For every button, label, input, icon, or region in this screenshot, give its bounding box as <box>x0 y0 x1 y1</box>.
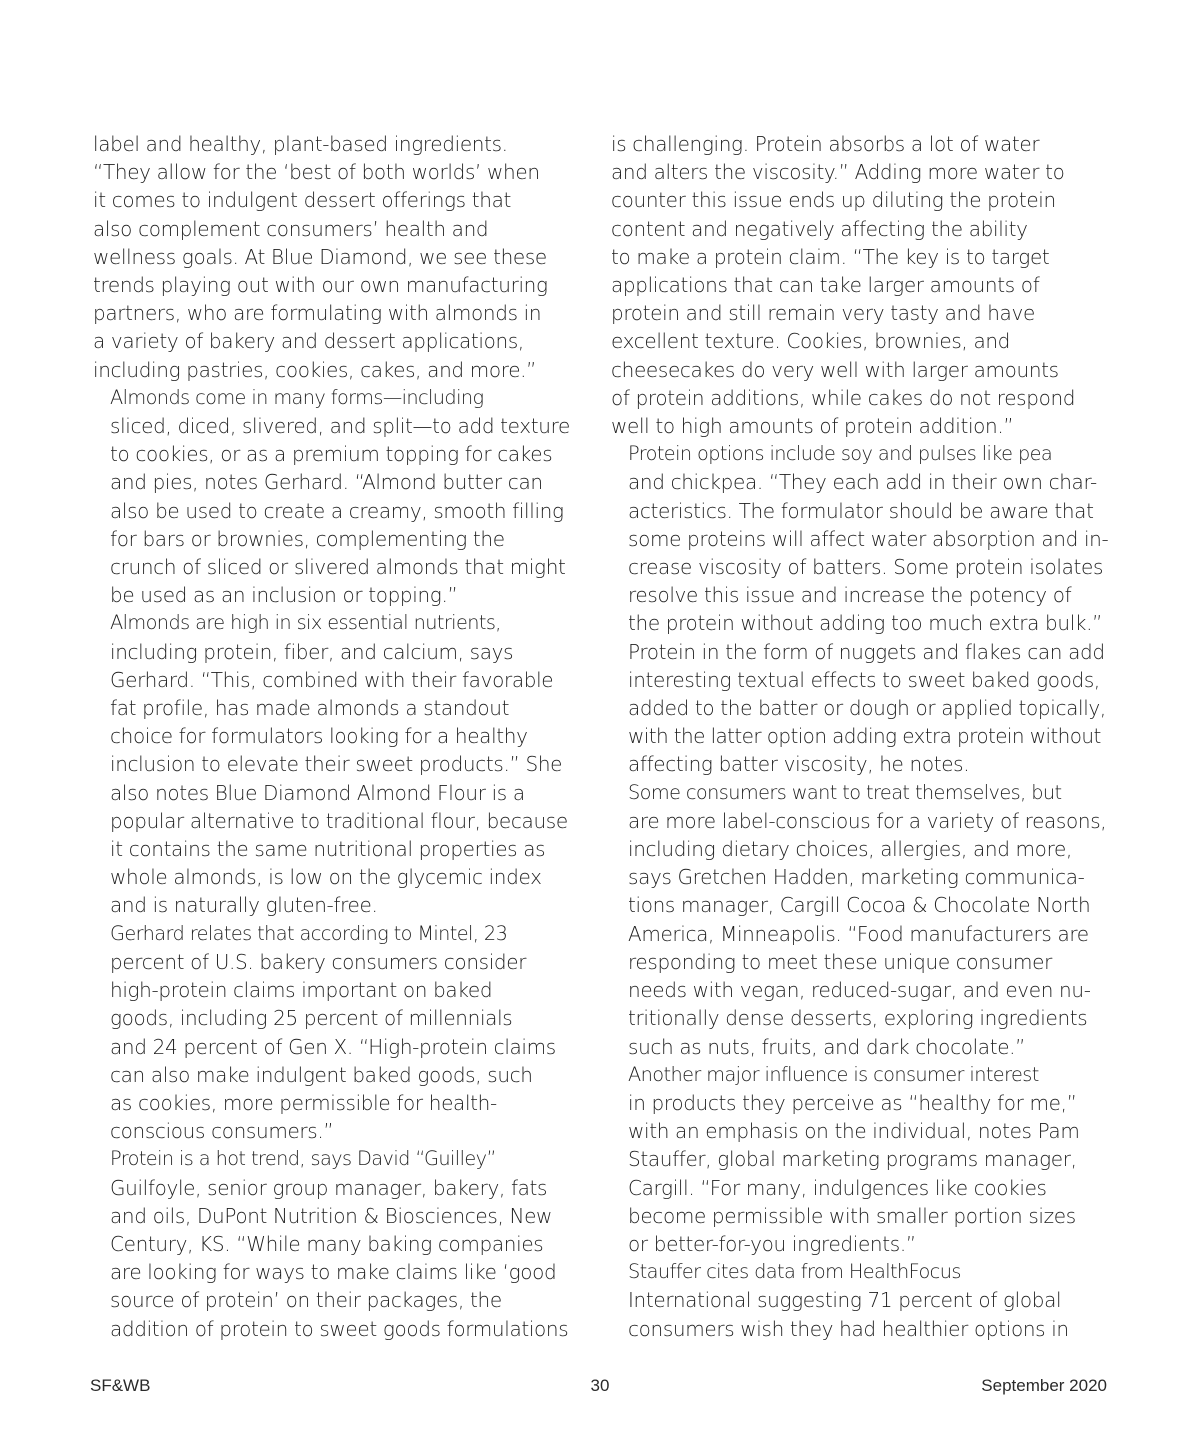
text-line: excellent texture. Cookies, brownies, and <box>611 329 1011 354</box>
text-line: become permissible with smaller portion sizes <box>628 1203 1076 1228</box>
text-line: it comes to indulgent dessert offerings that <box>93 188 511 213</box>
text-line: consumers wish they had healthier options in <box>628 1316 1069 1341</box>
text-line: it contains the same nutritional properties as <box>110 837 546 862</box>
text-line: Almonds are high in six essential nutrients, <box>110 611 501 635</box>
text-line: Cargill. “For many, indulgences like cookies <box>628 1175 1047 1200</box>
text-line: America, Minneapolis. “Food manufacturers are <box>628 921 1089 946</box>
text-line: are more label-conscious for a variety of reasons, <box>628 808 1107 833</box>
text-line: with the latter option adding extra protein without <box>628 724 1101 749</box>
text-line: International suggesting 71 percent of global <box>628 1288 1062 1313</box>
text-line: Guilfoyle, senior group manager, bakery, fats <box>110 1175 548 1200</box>
text-line: and pies, notes Gerhard. “Almond butter can <box>110 470 543 495</box>
text-line: “They allow for the ‘best of both worlds’ when <box>93 160 540 185</box>
text-line: content and negatively affecting the ability <box>611 216 1028 241</box>
text-line: with an emphasis on the individual, notes Pam <box>628 1119 1080 1144</box>
text-line: popular alternative to traditional flour, because <box>110 808 568 833</box>
text-line: conscious consumers.” <box>110 1119 334 1144</box>
text-line: including protein, fiber, and calcium, says <box>110 639 514 664</box>
text-line: Gerhard relates that according to Mintel, 23 <box>110 921 508 945</box>
text-line: goods, including 25 percent of millennials <box>110 1006 513 1031</box>
text-line: interesting textual effects to sweet baked goods, <box>628 667 1100 692</box>
text-line: label and healthy, plant-based ingredients. <box>93 132 508 156</box>
text-line: sliced, diced, slivered, and split—to add texture <box>110 414 570 439</box>
text-line: counter this issue ends up diluting the protein <box>611 188 1056 213</box>
article-paragraph <box>93 609 593 919</box>
text-line: applications that can take larger amounts of <box>611 273 1040 298</box>
text-line: trends playing out with our own manufacturing <box>93 273 548 298</box>
text-line: cheesecakes do very well with larger amounts <box>611 357 1059 382</box>
text-line: be used as an inclusion or topping.” <box>110 583 458 608</box>
text-line: are looking for ways to make claims like ‘good <box>110 1260 557 1285</box>
text-line: and is naturally gluten-free. <box>110 893 378 918</box>
text-line: crease viscosity of batters. Some protein isolates <box>628 555 1104 580</box>
text-line: also notes Blue Diamond Almond Flour is a <box>110 780 525 805</box>
text-line: needs with vegan, reduced-sugar, and even nu- <box>628 978 1091 1003</box>
article-column-right <box>611 130 1111 1343</box>
text-line: Stauffer cites data from HealthFocus <box>628 1260 961 1284</box>
text-line: Gerhard. “This, combined with their favorable <box>110 667 554 692</box>
article-paragraph <box>611 779 1111 1061</box>
article-paragraph <box>93 130 593 384</box>
text-line: Protein options include soy and pulses like pea <box>628 442 1053 466</box>
text-line: choice for formulators looking for a healthy <box>110 724 528 749</box>
text-line: also complement consumers’ health and <box>93 216 489 241</box>
article-paragraph <box>611 440 1111 778</box>
text-line: acteristics. The formulator should be aware that <box>628 498 1094 523</box>
text-line: and 24 percent of Gen X. “High-protein claims <box>110 1034 556 1059</box>
article-paragraph <box>93 384 593 610</box>
text-line: fat profile, has made almonds a standout <box>110 696 510 721</box>
text-line: also be used to create a creamy, smooth filling <box>110 498 564 523</box>
text-line: partners, who are formulating with almonds in <box>93 301 542 326</box>
text-line: or better-for-you ingredients.” <box>628 1231 916 1256</box>
text-line: high-protein claims important on baked <box>110 978 493 1003</box>
article-column-left <box>93 130 593 1343</box>
text-line: a variety of bakery and dessert applications, <box>93 329 524 354</box>
text-line: some proteins will affect water absorption and in- <box>628 526 1109 551</box>
text-line: the protein without adding too much extra bulk.” <box>628 611 1103 636</box>
text-line: for bars or brownies, complementing the <box>110 526 505 551</box>
text-line: including pastries, cookies, cakes, and more.” <box>93 357 537 382</box>
text-line: as cookies, more permissible for health- <box>110 1090 497 1115</box>
text-line: and oils, DuPont Nutrition & Biosciences, New <box>110 1203 553 1228</box>
text-line: source of protein’ on their packages, the <box>110 1288 502 1313</box>
text-line: to cookies, or as a premium topping for cakes <box>110 442 553 467</box>
text-line: Century, KS. “While many baking companies <box>110 1231 544 1256</box>
text-line: resolve this issue and increase the potency of <box>628 583 1072 608</box>
text-line: Some consumers want to treat themselves, but <box>628 780 1062 804</box>
text-line: and alters the viscosity.” Adding more water to <box>611 160 1065 185</box>
article-paragraph <box>611 130 1111 440</box>
footer-date: September 2020 <box>981 1376 1107 1395</box>
footer-page-number: 30 <box>590 1376 610 1395</box>
text-line: Almonds come in many forms—including <box>110 385 484 409</box>
text-line: says Gretchen Hadden, marketing communica- <box>628 865 1085 890</box>
article-paragraph <box>611 1258 1111 1343</box>
text-line: including dietary choices, allergies, and more, <box>628 837 1072 862</box>
text-line: Another major influence is consumer interest <box>628 1062 1039 1086</box>
text-line: protein and still remain very tasty and have <box>611 301 1035 326</box>
text-line: such as nuts, fruits, and dark chocolate.” <box>628 1034 1026 1059</box>
text-line: is challenging. Protein absorbs a lot of water <box>611 132 1040 156</box>
text-line: to make a protein claim. “The key is to target <box>611 244 1050 269</box>
text-line: wellness goals. At Blue Diamond, we see these <box>93 244 547 269</box>
text-line: Protein is a hot trend, says David “Guilley” <box>110 1147 496 1171</box>
article-paragraph <box>93 1145 593 1342</box>
footer-publication: SF&WB <box>90 1376 151 1395</box>
text-line: well to high amounts of protein addition.” <box>611 414 1014 439</box>
text-line: addition of protein to sweet goods formulations <box>110 1316 569 1341</box>
article-paragraph <box>93 920 593 1146</box>
text-line: added to the batter or dough or applied topically, <box>628 696 1106 721</box>
text-line: tions manager, Cargill Cocoa & Chocolate North <box>628 893 1091 918</box>
text-line: of protein additions, while cakes do not respond <box>611 385 1076 410</box>
text-line: can also make indulgent baked goods, such <box>110 1062 533 1087</box>
text-line: tritionally dense desserts, exploring ingredients <box>628 1006 1088 1031</box>
text-line: responding to meet these unique consumer <box>628 949 1052 974</box>
text-line: percent of U.S. bakery consumers consider <box>110 949 527 974</box>
text-line: Stauffer, global marketing programs manager, <box>628 1147 1077 1172</box>
text-line: inclusion to elevate their sweet products.” She <box>110 752 563 777</box>
article-paragraph <box>611 1061 1111 1258</box>
text-line: whole almonds, is low on the glycemic index <box>110 865 542 890</box>
text-line: crunch of sliced or slivered almonds that might <box>110 555 566 580</box>
text-line: affecting batter viscosity, he notes. <box>628 752 970 777</box>
text-line: and chickpea. “They each add in their own char- <box>628 470 1097 495</box>
text-line: in products they perceive as “healthy for me,” <box>628 1090 1077 1115</box>
text-line: Protein in the form of nuggets and flakes can add <box>628 639 1105 664</box>
